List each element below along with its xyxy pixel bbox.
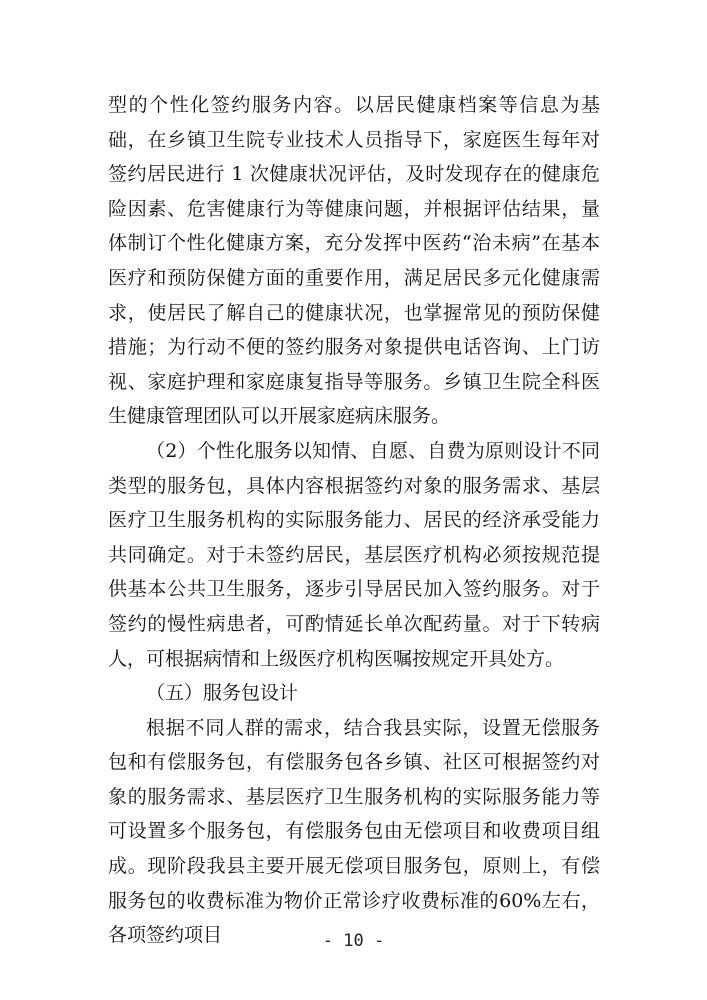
document-body xyxy=(108,88,600,953)
page-number: - 10 - xyxy=(322,931,385,951)
paragraph-personalized-service: （2）个性化服务以知情、自愿、自费为原则设计不同类型的服务包，具体内容根据签约对象的服务需求、基层医疗卫生服务机构的实际服务能力、居民的经济承受能力共同确定。对于未签约居民，基层医疗机构必须按规范提供基本公共卫生服务，逐步引导居民加入签约服务。对于签约的慢性病患者，可酌情延长单次配药量。对于下转病人，可根据病情和上级医疗机构医嘱按规定开具处方。 xyxy=(108,439,600,670)
paragraph-service-package-design: 根据不同人群的需求，结合我县实际，设置无偿服务包和有偿服务包，有偿服务包各乡镇、社区可根据签约对象的服务需求、基层医疗卫生服务机构的实际服务能力等可设置多个服务包，有偿服务包由无偿项目和收费项目组成。现阶段我县主要开展无偿项目服务包，原则上，有偿服务包的收费标准为物价正常诊疗收费标准的60%左右，各项签约项目 xyxy=(108,716,600,947)
section-heading-service-package: （五）服务包设计 xyxy=(146,682,299,705)
paragraph-continuation: 型的个性化签约服务内容。以居民健康档案等信息为基础，在乡镇卫生院专业技术人员指导下，家庭医生每年对签约居民进行 1 次健康状况评估，及时发现存在的健康危险因素、危害健康行为等健康问题，并根据评估结果，量体制订个性化健康方案，充分发挥中医药“治未病”在基本医疗和预防保健方面的重要作用，满足居民多元化健康需求，使居民了解自己的健康状况，也掌握常见的预防保健措施；为行动不便的签约服务对象提供电话咨询、上门访视、家庭护理和家庭康复指导等服务。乡镇卫生院全科医生健康管理团队可以开展家庭病床服务。 xyxy=(108,94,600,428)
